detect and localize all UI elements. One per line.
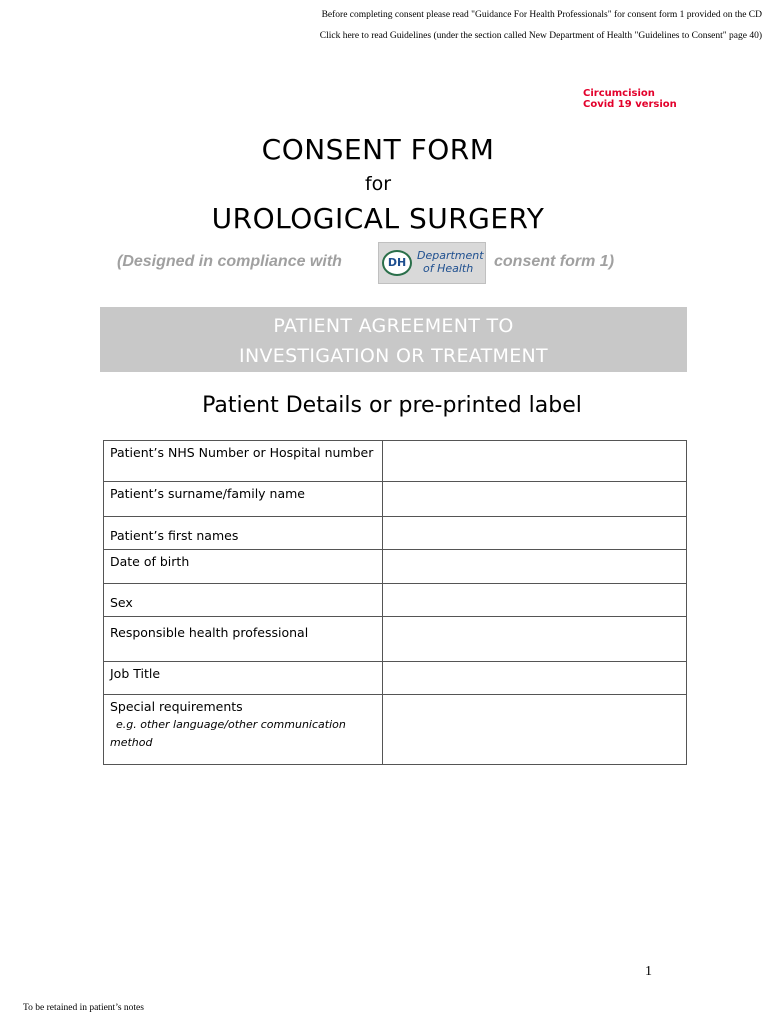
- agreement-line1: PATIENT AGREEMENT TO: [273, 315, 514, 337]
- special-requirements-note-line1: e.g. other language/other communication: [116, 718, 346, 731]
- dh-logo-text: [417, 249, 484, 275]
- table-row: [104, 441, 687, 482]
- special-requirements-label: Special requirements: [110, 699, 243, 714]
- form-title: CONSENT FORM: [261, 133, 495, 166]
- patient-agreement-banner: [100, 307, 687, 372]
- nhs-number-field[interactable]: [383, 441, 687, 482]
- surname-field[interactable]: [383, 482, 687, 517]
- page-number: 1: [645, 964, 652, 979]
- job-title-field[interactable]: [383, 662, 687, 695]
- responsible-professional-label: Responsible health professional: [104, 617, 383, 662]
- table-row: [104, 662, 687, 695]
- compliance-text-after: consent form 1): [494, 253, 615, 270]
- department-of-health-logo: [378, 242, 486, 284]
- compliance-text-before: (Designed in compliance with: [117, 253, 342, 270]
- sex-field[interactable]: [383, 584, 687, 617]
- table-row: [104, 584, 687, 617]
- version-label-covid: Covid 19 version: [583, 99, 677, 110]
- retain-note: To be retained in patient’s notes: [23, 1003, 144, 1013]
- responsible-professional-field[interactable]: [383, 617, 687, 662]
- dh-logo-line2: of Health: [423, 262, 474, 275]
- special-requirements-cell: [104, 695, 383, 765]
- sex-label: Sex: [104, 584, 383, 617]
- table-row: [104, 482, 687, 517]
- form-subtitle: UROLOGICAL SURGERY: [211, 202, 545, 235]
- agreement-line2: INVESTIGATION OR TREATMENT: [239, 345, 548, 367]
- table-row: [104, 617, 687, 662]
- guidelines-link[interactable]: Click here to read Guidelines (under the section called New Department of Health "Guidelines to Consent" page 40): [319, 31, 762, 41]
- table-row: [104, 550, 687, 584]
- patient-details-table: [103, 440, 687, 765]
- special-requirements-field[interactable]: [383, 695, 687, 765]
- date-of-birth-label: Date of birth: [104, 550, 383, 584]
- guidance-note: Before completing consent please read "Guidance For Health Professionals" for consent form 1 provided on the CD: [321, 10, 762, 20]
- first-names-label: Patient’s first names: [104, 517, 383, 550]
- surname-label: Patient’s surname/family name: [104, 482, 383, 517]
- table-row: [104, 695, 687, 765]
- dh-logo-line1: Department: [417, 249, 484, 262]
- nhs-number-label: Patient’s NHS Number or Hospital number: [104, 441, 383, 482]
- table-row: [104, 517, 687, 550]
- first-names-field[interactable]: [383, 517, 687, 550]
- job-title-label: Job Title: [104, 662, 383, 695]
- special-requirements-note-line2: method: [110, 736, 153, 749]
- date-of-birth-field[interactable]: [383, 550, 687, 584]
- patient-details-heading: Patient Details or pre-printed label: [202, 393, 582, 418]
- form-title-for: for: [364, 173, 392, 195]
- dh-badge-icon: DH: [382, 250, 412, 276]
- version-label-procedure: Circumcision: [583, 88, 655, 99]
